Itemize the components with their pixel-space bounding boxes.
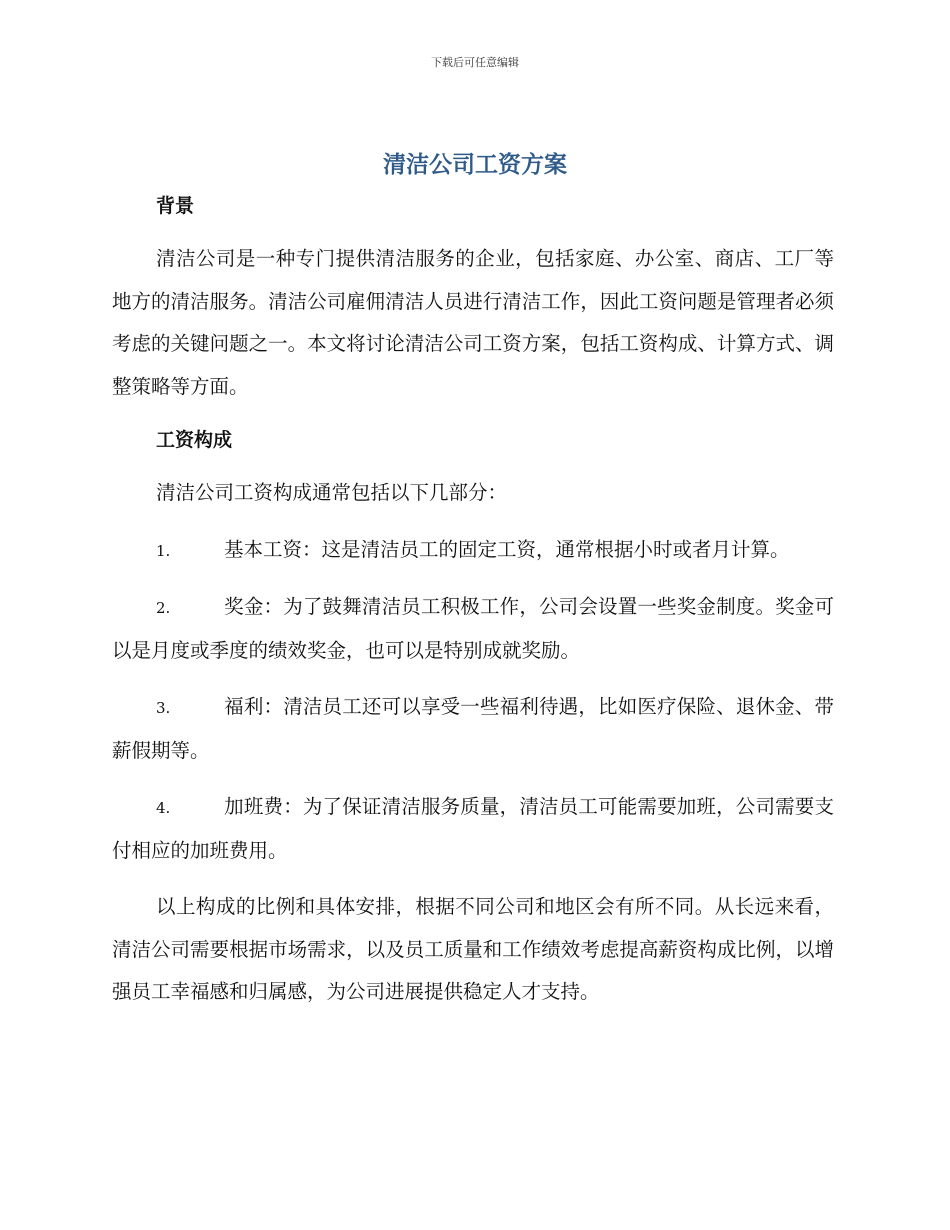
list-item xyxy=(112,686,834,772)
composition-closing: 以上构成的比例和具体安排，根据不同公司和地区会有所不同。从长远来看，清洁公司需要根据市场需求，以及员工质量和工作绩效考虑提高薪资构成比例，以增强员工幸福感和归属感，为公司进展提供稳定人才支持。 xyxy=(112,895,834,1003)
document-body xyxy=(112,186,834,1014)
list-item-text: 基本工资：这是清洁员工的固定工资，通常根据小时或者月计算。 xyxy=(224,537,790,561)
list-item-number: 2. xyxy=(156,599,171,617)
list-item xyxy=(112,786,834,872)
composition-intro: 清洁公司工资构成通常包括以下几部分： xyxy=(156,481,508,504)
list-item-text: 加班费：为了保证清洁服务质量，清洁员工可能需要加班，公司需要支付相应的加班费用。 xyxy=(112,795,834,862)
header-note: 下载后可任意编辑 xyxy=(431,56,519,69)
list-item xyxy=(112,529,834,573)
list-item-text: 福利：清洁员工还可以享受一些福利待遇，比如医疗保险、退休金、带薪假期等。 xyxy=(112,695,834,762)
list-item-number: 1. xyxy=(156,541,171,560)
list-item xyxy=(112,586,834,672)
document-title: 清洁公司工资方案 xyxy=(383,152,567,178)
background-paragraph: 清洁公司是一种专门提供清洁服务的企业，包括家庭、办公室、商店、工厂等地方的清洁服务。清洁公司雇佣清洁人员进行清洁工作，因此工资问题是管理者必须考虑的关键问题之一。本文将讨论清洁公司工资方案，包括工资构成、计算方式、调整策略等方面。 xyxy=(112,247,834,398)
section-heading-composition: 工资构成 xyxy=(156,429,233,451)
list-item-number: 4. xyxy=(156,799,171,817)
section-heading-background: 背景 xyxy=(156,195,195,217)
list-item-number: 3. xyxy=(156,699,171,717)
list-item-text: 奖金：为了鼓舞清洁员工积极工作，公司会设置一些奖金制度。奖金可以是月度或季度的绩效奖金，也可以是特别成就奖励。 xyxy=(112,595,834,662)
